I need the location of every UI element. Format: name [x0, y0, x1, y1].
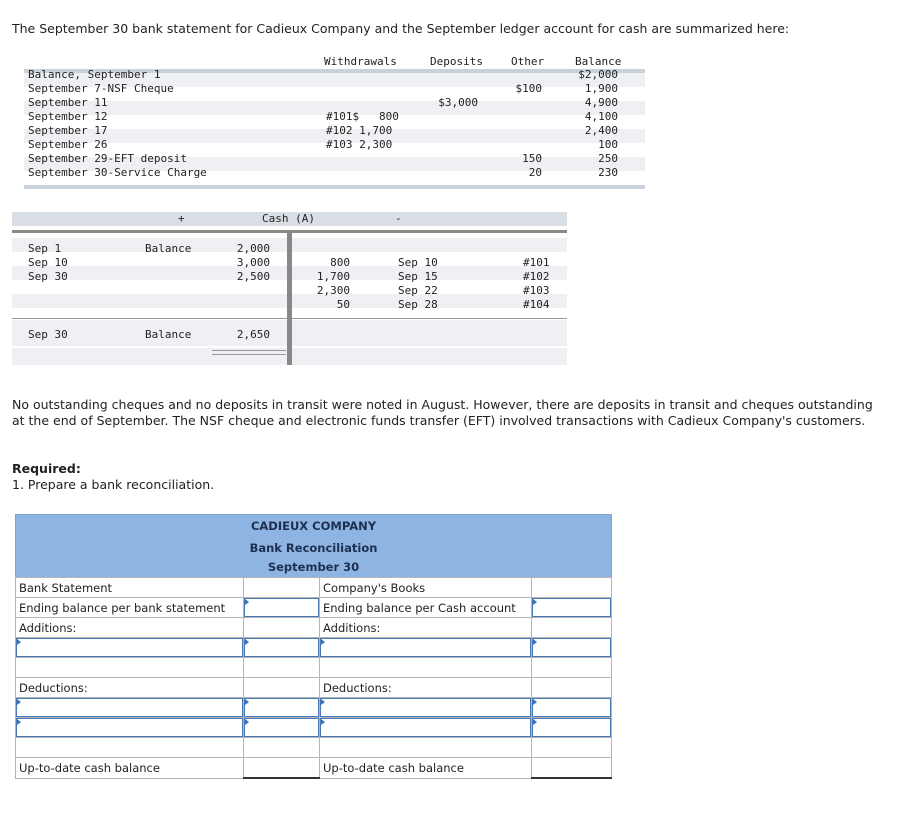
stmt-row-label: September 26	[28, 138, 108, 151]
credit-date: Sep 22	[398, 284, 438, 297]
stmt-balance: 250	[598, 152, 618, 165]
books-section-label: Company's Books	[320, 578, 532, 598]
credit-date: Sep 15	[398, 270, 438, 283]
bank-deductions-label: Deductions:	[16, 678, 244, 698]
stmt-row-label: Balance, September 1	[28, 68, 161, 81]
reconciliation-header	[15, 514, 612, 578]
bank-uptodate-label: Up-to-date cash balance	[16, 758, 244, 779]
debit-date: Sep 30	[28, 270, 68, 283]
stmt-balance: 4,100	[584, 110, 618, 123]
books-uptodate-total	[532, 758, 612, 779]
books-deduction-amount-input[interactable]	[532, 698, 612, 718]
stmt-row-label: September 11	[28, 96, 108, 109]
ending-balance: 2,650	[236, 328, 270, 341]
stmt-balance: 100	[598, 138, 618, 151]
debit-desc: Balance	[145, 242, 192, 255]
bank-additions-label: Additions:	[16, 618, 244, 638]
books-deduction-desc-input-2[interactable]	[320, 718, 532, 738]
debit-amount: 2,000	[236, 242, 270, 255]
stmt-balance: 4,900	[584, 96, 618, 109]
stmt-balance: $2,000	[578, 68, 618, 81]
bank-uptodate-total	[244, 758, 320, 779]
cash-t-account	[12, 212, 567, 365]
required-item: 1. Prepare a bank reconciliation.	[12, 477, 215, 492]
books-uptodate-label: Up-to-date cash balance	[320, 758, 532, 779]
stmt-withdrawal: #103 2,300	[326, 138, 393, 151]
bank-section-label: Bank Statement	[16, 578, 244, 598]
debit-amount: 2,500	[236, 270, 270, 283]
credit-amount: 2,300	[316, 284, 350, 297]
bank-deduction-amount-input-2[interactable]	[244, 718, 320, 738]
statement-date: September 30	[267, 560, 360, 574]
credit-sign: -	[395, 212, 402, 225]
stmt-row-label: September 17	[28, 124, 108, 137]
bank-deduction-desc-input[interactable]	[16, 698, 244, 718]
ending-desc: Balance	[145, 328, 192, 341]
books-additions-label: Additions:	[320, 618, 532, 638]
books-deductions-label: Deductions:	[320, 678, 532, 698]
company-name: CADIEUX COMPANY	[250, 519, 377, 533]
ending-date: Sep 30	[28, 328, 68, 341]
credit-amount: 800	[330, 256, 350, 269]
credit-ref: #101	[523, 256, 550, 269]
stmt-balance: 1,900	[584, 82, 618, 95]
books-deduction-amount-input-2[interactable]	[532, 718, 612, 738]
credit-amount: 50	[336, 298, 350, 311]
col-other: Other	[511, 55, 545, 68]
intro-text: The September 30 bank statement for Cadieux Company and the September ledger account for cash are summarized here:	[12, 21, 790, 36]
credit-ref: #102	[523, 270, 550, 283]
credit-ref: #104	[523, 298, 550, 311]
books-addition-amount-input[interactable]	[532, 638, 612, 658]
debit-sign: +	[178, 212, 185, 225]
stmt-other: 20	[528, 166, 542, 179]
stmt-row-label: September 7-NSF Cheque	[28, 82, 174, 95]
required-label: Required:	[12, 461, 81, 476]
col-deposits: Deposits	[430, 55, 483, 68]
debit-date: Sep 1	[28, 242, 62, 255]
stmt-balance: 2,400	[584, 124, 618, 137]
credit-date: Sep 28	[398, 298, 438, 311]
col-withdrawals: Withdrawals	[324, 55, 397, 68]
bank-addition-amount-input[interactable]	[244, 638, 320, 658]
stmt-row-label: September 30-Service Charge	[28, 166, 207, 179]
debit-amount: 3,000	[236, 256, 270, 269]
stmt-other: $100	[515, 82, 542, 95]
problem-note: No outstanding cheques and no deposits in transit were noted in August. However, there are deposits in transit and cheques outstanding at the end of September. The NSF cheque and electronic funds transfer (EFT) involved transactions with Cadieux Company's customers.	[12, 397, 873, 428]
stmt-withdrawal: #101$ 800	[326, 110, 399, 123]
stmt-row-label: September 12	[28, 110, 108, 123]
debit-date: Sep 10	[28, 256, 68, 269]
t-account-title: Cash (A)	[262, 212, 315, 225]
books-ending-label: Ending balance per Cash account	[320, 598, 532, 618]
bank-deduction-amount-input[interactable]	[244, 698, 320, 718]
stmt-row-label: September 29-EFT deposit	[28, 152, 187, 165]
bank-addition-desc-input[interactable]	[16, 638, 244, 658]
credit-date: Sep 10	[398, 256, 438, 269]
bank-ending-label: Ending balance per bank statement	[16, 598, 244, 618]
stmt-deposit: $3,000	[438, 96, 478, 109]
books-ending-amount-input[interactable]	[532, 598, 612, 618]
credit-ref: #103	[523, 284, 550, 297]
bank-deduction-desc-input-2[interactable]	[16, 718, 244, 738]
stmt-withdrawal: #102 1,700	[326, 124, 393, 137]
stmt-balance: 230	[598, 166, 618, 179]
books-deduction-desc-input[interactable]	[320, 698, 532, 718]
stmt-other: 150	[522, 152, 542, 165]
bank-ending-amount-input[interactable]	[244, 598, 320, 618]
statement-title: Bank Reconciliation	[249, 541, 378, 555]
credit-amount: 1,700	[316, 270, 350, 283]
col-balance: Balance	[575, 55, 622, 68]
books-addition-desc-input[interactable]	[320, 638, 532, 658]
